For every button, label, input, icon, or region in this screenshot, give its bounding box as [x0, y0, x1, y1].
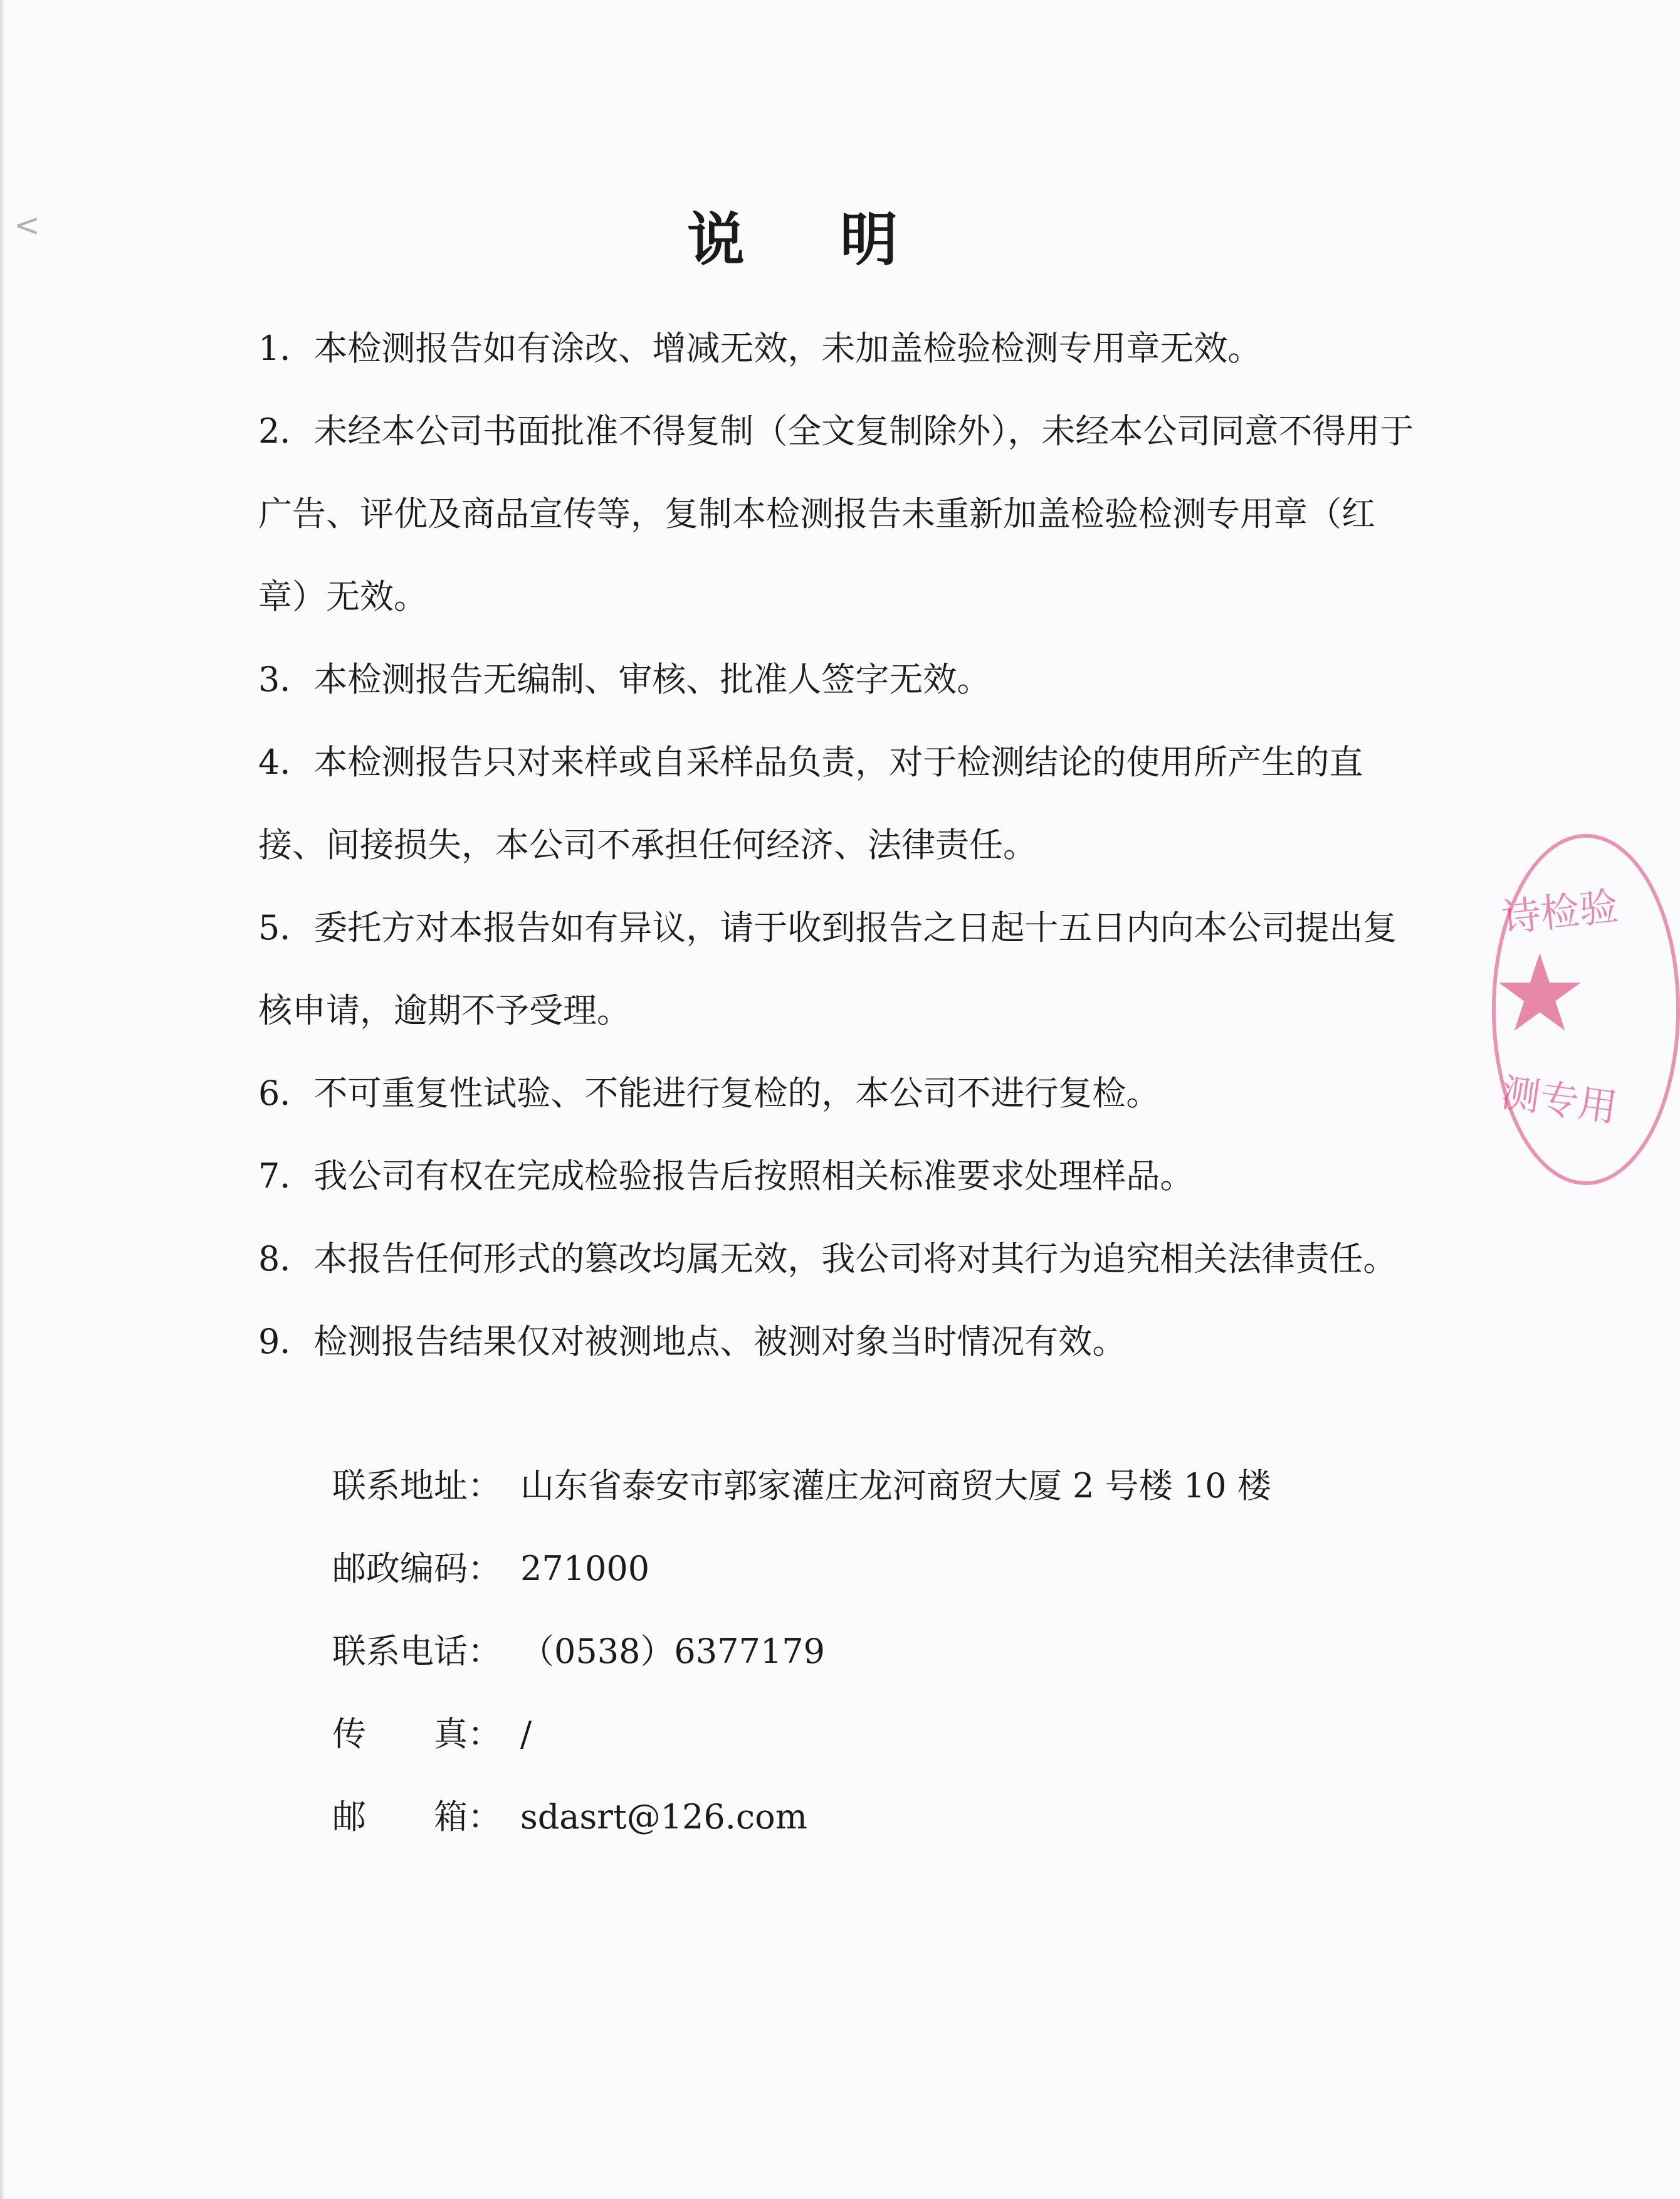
seal-bottom-text: 测专用: [1498, 1069, 1620, 1131]
contact-block: [332, 1445, 1271, 1859]
notice-item-4: 4．本检测报告只对来样或自采样品负责，对于检测结论的使用所产生的直接、间接损失，本公司不承担任何经济、法律责任。: [258, 742, 1363, 865]
seal-star-icon: ★: [1492, 932, 1588, 1056]
postcode-label: 邮政编码：: [332, 1549, 501, 1588]
postcode-value: 271000: [520, 1549, 650, 1588]
contact-phone-row: [332, 1610, 1271, 1693]
address-value: 山东省泰安市郭家灌庄龙河商贸大厦 2 号楼 10 楼: [520, 1466, 1271, 1506]
contact-fax-row: [332, 1693, 1271, 1776]
address-label: 联系地址：: [332, 1466, 501, 1506]
page-title: 说 明: [686, 206, 936, 273]
notice-item-1: 1．本检测报告如有涂改、增减无效，未加盖检验检测专用章无效。: [258, 329, 1262, 368]
seal-top-text: 诗检验: [1499, 883, 1620, 941]
email-value: sdasrt@126.com: [520, 1797, 807, 1837]
contact-email-row: [332, 1776, 1271, 1859]
email-label: 邮 箱：: [332, 1797, 501, 1837]
fax-label: 传 真：: [332, 1714, 501, 1754]
fax-value: /: [520, 1714, 532, 1754]
contact-postcode-row: [332, 1527, 1271, 1610]
notice-item-6: 6．不可重复性试验、不能进行复检的，本公司不进行复检。: [258, 1073, 1160, 1113]
notice-item-7: 7．我公司有权在完成检验报告后按照相关标准要求处理样品。: [258, 1156, 1194, 1196]
binding-mark: <: [14, 207, 40, 243]
notice-item-9: 9．检测报告结果仅对被测地点、被测对象当时情况有效。: [258, 1322, 1126, 1361]
contact-address-row: [332, 1445, 1271, 1527]
notice-item-2: 2．未经本公司书面批准不得复制（全文复制除外），未经本公司同意不得用于广告、评优及商品宣传等，复制本检测报告未重新加盖检验检测专用章（红章）无效。: [258, 411, 1414, 616]
notice-item-5: 5．委托方对本报告如有异议，请于收到报告之日起十五日内向本公司提出复核申请，逾期不予受理。: [258, 908, 1397, 1030]
phone-label: 联系电话：: [332, 1632, 501, 1671]
phone-value: （0538）6377179: [520, 1632, 825, 1671]
notice-item-8: 8．本报告任何形式的篡改均属无效，我公司将对其行为追究相关法律责任。: [258, 1239, 1397, 1279]
page-edge: [0, 0, 5, 2199]
notice-item-3: 3．本检测报告无编制、审核、批准人签字无效。: [258, 660, 991, 699]
notice-list: [258, 307, 1418, 1383]
